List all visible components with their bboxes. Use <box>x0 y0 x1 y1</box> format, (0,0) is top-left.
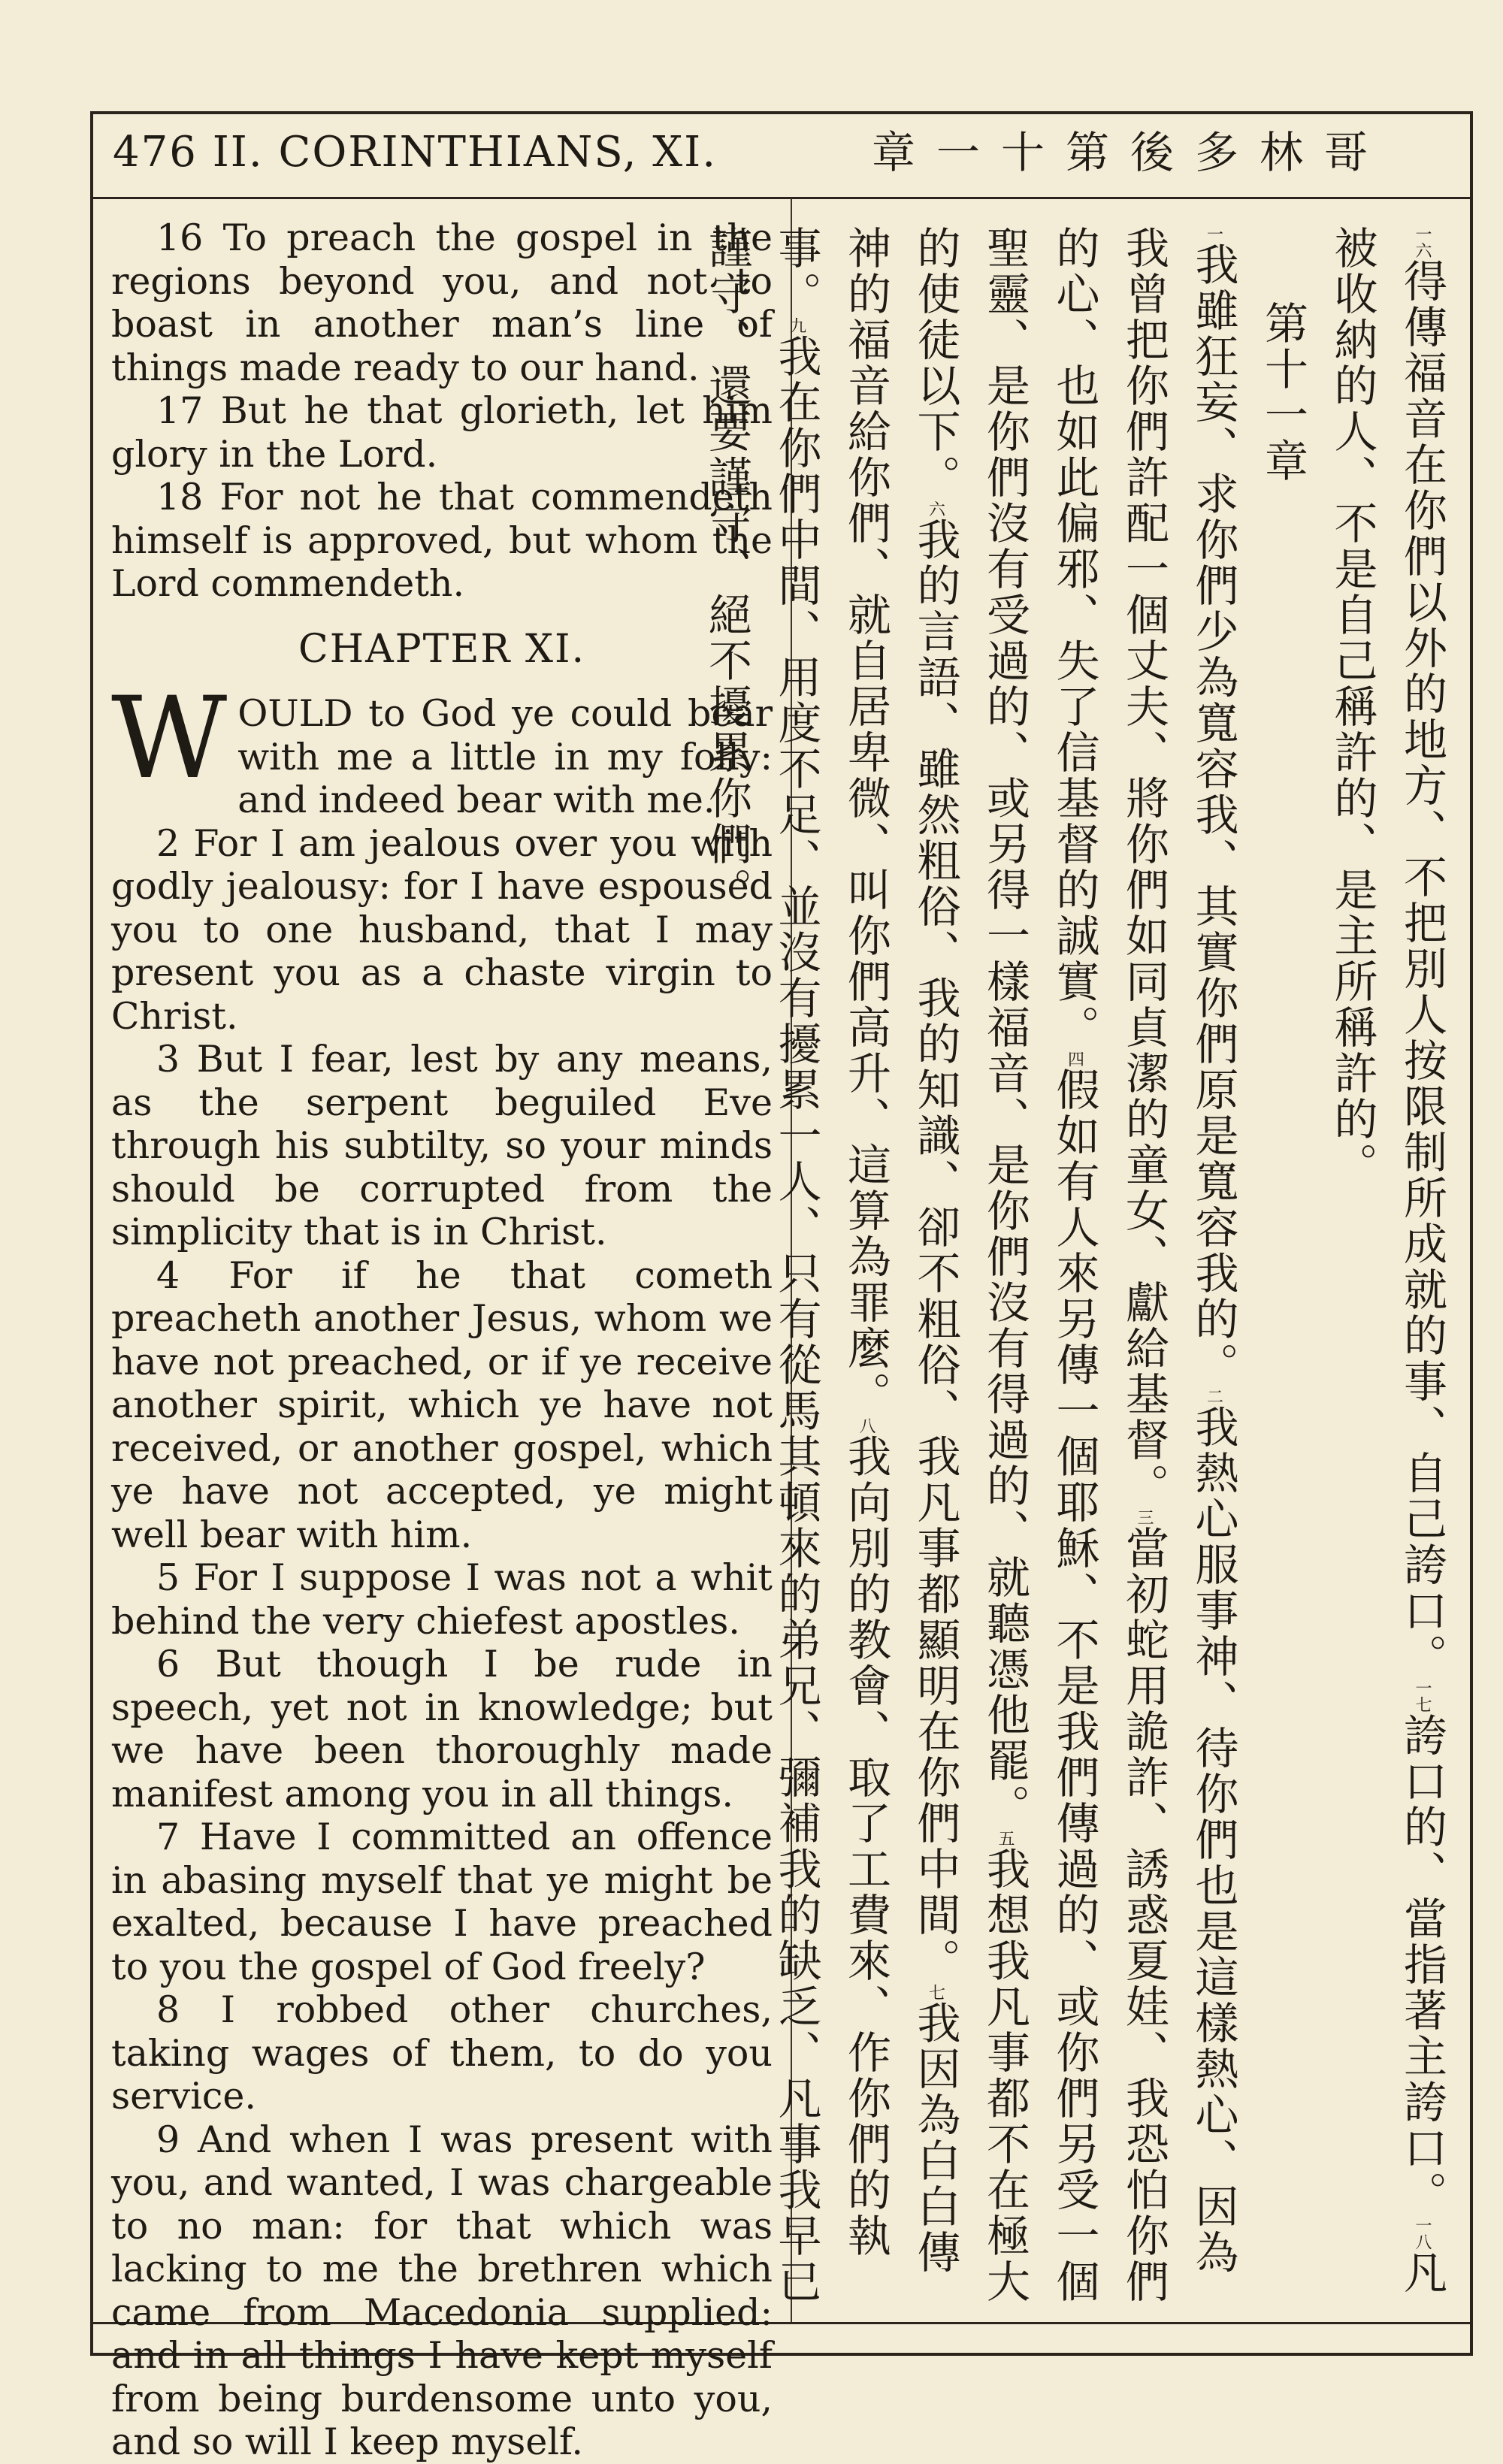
english-column <box>111 216 773 2463</box>
verse-text: 我在你們中間、用度不足、並沒有擾累一人、只有從馬其頓來的弟兄、彌補我的缺乏、凡事我早已謹守、還要謹守、絕不擾累你們。 <box>701 225 822 2305</box>
verse-number: 一六 <box>1413 225 1432 258</box>
verse-18: 18 For not he that commendeth himself is approved, but whom the Lord commendeth. <box>111 476 773 605</box>
verse-3: 3 But I fear, lest by any means, as the serpent beguiled Eve through his subtilty, so your minds should be corrupted from the simplicity that is in Christ. <box>111 1038 773 1253</box>
verse-number: 一八 <box>1413 2217 1432 2250</box>
verse-1-text: OULD to God ye could bear with me a little in my folly: and indeed bear with me. <box>237 692 773 821</box>
verse-text: 得傳福音在你們以外的地方、不把別人按限制所成就的事、自己誇口。 <box>1396 258 1447 1679</box>
verse-16: 16 To preach the gospel in the regions beyond you, and not to boast in another man’s line of things made ready to our hand. <box>111 216 773 389</box>
running-head-chinese: 章一十第後多林哥 <box>872 127 1390 178</box>
chinese-verses <box>692 225 1248 2307</box>
verse-number: 六 <box>926 500 945 517</box>
verse-text: 當初蛇用詭詐、誘惑夏娃、我恐怕你們的心、也如此偏邪、失了信基督的誠實。 <box>1048 225 1169 2305</box>
verse-5: 5 For I suppose I was not a whit behind the very chiefest apostles. <box>111 1556 773 1643</box>
verse-1 <box>111 673 773 822</box>
verse-number: 一七 <box>1413 1679 1432 1713</box>
verse-number: 八 <box>857 1417 875 1434</box>
verse-number: 三 <box>1135 1509 1154 1525</box>
verse-number: 四 <box>1065 1051 1084 1067</box>
verse-number: 五 <box>996 1830 1015 1846</box>
verse-text: 我想我凡事都不在極大的使徒以下。 <box>909 225 1030 2305</box>
verse-number: 七 <box>926 1984 945 2000</box>
chapter-heading: CHAPTER XI. <box>298 626 586 672</box>
verse-number: 一 <box>1204 225 1223 242</box>
verse-number: 九 <box>787 317 806 334</box>
drop-cap: W <box>111 673 228 804</box>
verse-4: 4 For if he that cometh preacheth another Jesus, whom we have not preached, or if ye receive another spirit, which ye have not received, or another gospel, which ye have not accepted, ye might well bear with him. <box>111 1253 773 1556</box>
running-head-english: 476 II. CORINTHIANS, XI. <box>113 128 718 177</box>
verse-text: 我向別的教會、取了工費來、作你們的執事。 <box>770 225 891 2259</box>
chinese-chapter-heading: 第十一章 <box>1257 301 1308 484</box>
verse-text: 我的言語、雖然粗俗、我的知識、卻不粗俗、我凡事都顯明在你們中間。 <box>909 517 961 1984</box>
verse-text: 假如有人來另傳一個耶穌、不是我們傳過的、或你們另受一個聖靈、是你們沒有受過的、或另得一樣福音、是你們沒有得過的、就聽憑他罷。 <box>979 225 1100 2305</box>
verse-7: 7 Have I committed an offence in abasing myself that ye might be exalted, because I have preached to you the gospel of God freely? <box>111 1815 773 1988</box>
verse-text: 誇口的、當指著主誇口。 <box>1396 1713 1447 2217</box>
verse-text: 我因為白白傳神的福音給你們、就自居卑微、叫你們高升、這算為罪麼。 <box>840 225 961 2275</box>
verse-6: 6 But though I be rude in speech, yet not in knowledge; but we have been thoroughly made manifest among you in all things. <box>111 1643 773 1815</box>
chinese-verse-16 <box>1317 225 1456 2307</box>
verse-text: 凡被收納的人、不是自己稱許的、是主所稱許的。 <box>1326 225 1447 2296</box>
header-rule <box>90 197 1473 199</box>
verse-9: 9 And when I was present with you, and wanted, I was chargeable to no man: for that which was lacking to me the brethren which came from Macedonia supplied: and in all things I have kept myself from being burdensome unto you, and so will I keep myself. <box>111 2118 773 2463</box>
verse-2: 2 For I am jealous over you with godly jealousy: for I have espoused you to one husband, that I may present you as a chaste virgin to Christ. <box>111 821 773 1038</box>
verse-number: 二 <box>1204 1388 1223 1404</box>
chinese-column <box>701 225 1456 2307</box>
verse-text: 我熱心服事神、待你們也是這樣熱心、因為我曾把你們許配一個丈夫、將你們如同貞潔的童女、獻給基督。 <box>1118 225 1239 2275</box>
verse-text: 我雖狂妄、求你們少為寬容我、其實你們原是寬容我的。 <box>1187 242 1239 1388</box>
verse-8: 8 I robbed other churches, taking wages of them, to do you service. <box>111 1988 773 2118</box>
verse-17: 17 But he that glorieth, let him glory in the Lord. <box>111 389 773 476</box>
